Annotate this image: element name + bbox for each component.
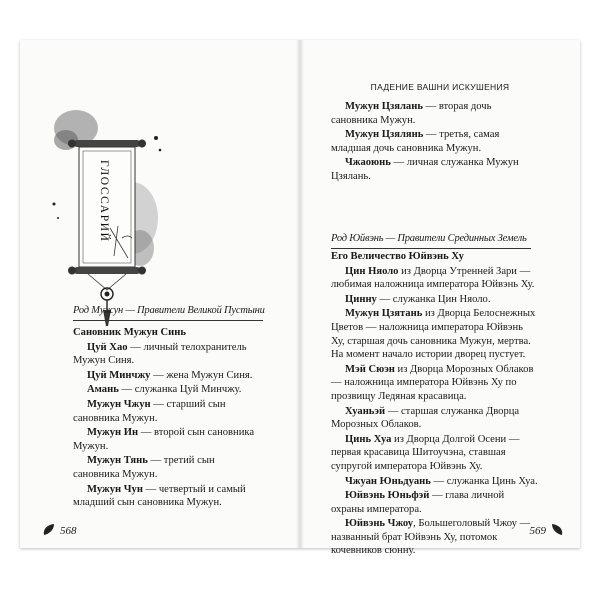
glossary-entry: Чжуан Юньдуань — служанка Цинь Хуа. [345, 475, 538, 487]
glossary-entry: Цин Няоло из Дворца Утренней Зари — любимая наложница императора Юйвэнь Ху. [331, 265, 535, 291]
left-page [20, 40, 300, 548]
leaf-ornament-icon [42, 522, 56, 536]
glossary-entry: Мужун Ин — второй сын сановника Мужун. [73, 427, 255, 452]
glossary-entry: Мужун Цзялянь — третья, самая младшая дочь сановника Мужун. [331, 129, 500, 154]
glossary-entry: Мужун Цзялань — вторая дочь сановника Мужун. [331, 101, 492, 126]
glossary-scroll-illustration [48, 98, 166, 328]
right-page [300, 40, 580, 557]
glossary-entry: Мужун Цзятань из Дворца Белоснежных Цветов — наложница императора Юйвэнь Ху, старшая дочь сановника Мужун, мертва. На момент начало истории дворец пустует. [331, 308, 536, 361]
page-number: 568 [60, 525, 77, 537]
glossary-entry: Хуаньэй — старшая служанка Дворца Морозных Облаков. [331, 405, 520, 431]
glossary-entry: Его Величество Юйвэнь Ху [331, 251, 464, 262]
glossary-entry: Юйвэнь Чжоу, Большеголовый Чжоу — названный брат Юйвэнь Ху, потомок кочевников сюнну. [331, 518, 531, 557]
glossary-entry: Амань — служанка Цуй Минчжу. [87, 384, 242, 396]
glossary-entry: Цуй Хао — личный телохранитель Мужун Синя. [73, 341, 247, 367]
glossary-entry: Мужун Тянь — третий сын сановника Мужун. [73, 455, 215, 480]
leaf-ornament-icon [550, 522, 564, 536]
left-section-title: Род Мужун — Правители Великой Пустыни [73, 305, 273, 316]
glossary-entry: Цинь Хуа из Дворца Долгой Осени — первая красавица Шитоучэна, ставшая супругой императора Юйвэнь Ху. [331, 433, 520, 472]
glossary-entry: Юйвэнь Юньфэй — глава личной охраны императора. [331, 490, 505, 515]
scroll-title: ГЛОССАРИЙ [98, 160, 110, 243]
section-rule [331, 248, 531, 249]
right-entries-top [331, 100, 539, 184]
page-number: 569 [529, 525, 546, 537]
glossary-entry: Мэй Сюэн из Дворца Морозных Облаков — наложница императора Юйвэнь Ху по прозвищу Ледяная красавица. [331, 363, 534, 402]
running-head: ПАДЕНИЕ ВАШНИ ИСКУШЕНИЯ [370, 82, 510, 92]
left-entries [73, 326, 263, 510]
right-section-title: Род Юйвэнь — Правители Срединных Земель [331, 233, 551, 244]
glossary-entry: Чжаоюнь — личная служанка Мужун Цзялань. [331, 157, 519, 182]
glossary-entry: Сановник Мужун Синь [73, 327, 186, 338]
glossary-entry: Цуй Минчжу — жена Мужун Синя. [87, 369, 253, 381]
section-rule [73, 320, 263, 321]
glossary-entry: Мужун Чун — четвертый и самый младший сын сановника Мужун. [73, 483, 246, 509]
glossary-entry: Мужун Чжун — старший сын сановника Мужун. [73, 398, 226, 424]
book-spread [20, 40, 580, 557]
right-entries-bottom [331, 250, 539, 558]
glossary-entry: Цинну — служанка Цин Няоло. [345, 293, 491, 305]
